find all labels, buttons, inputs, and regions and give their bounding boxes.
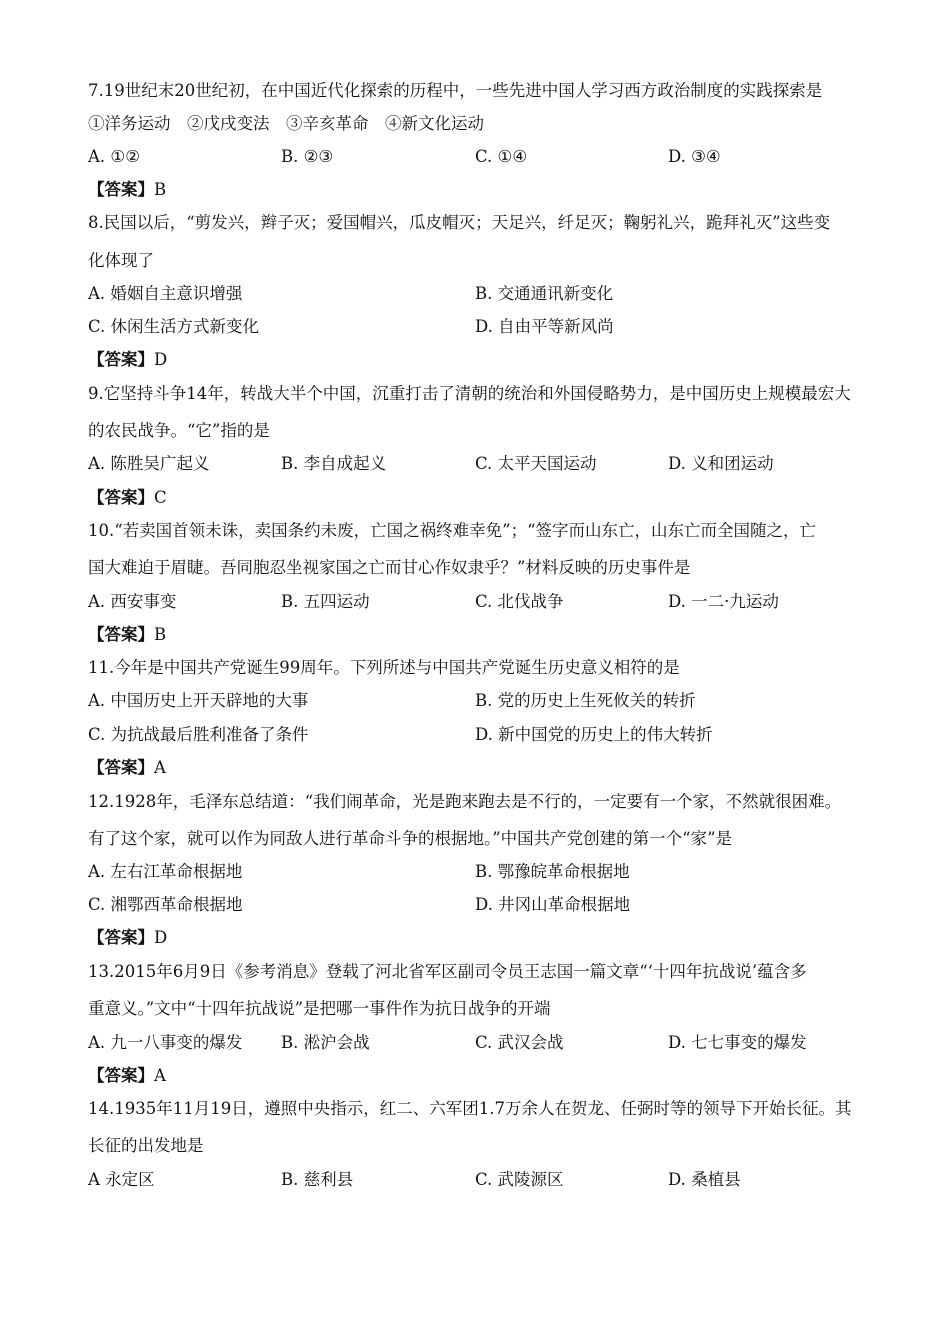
answer-label: 【答案】 [88, 928, 154, 947]
option-a: A. 九一八事变的爆发 [88, 1033, 243, 1052]
option-b: B. 交通通讯新变化 [475, 284, 614, 303]
option-c: C. 为抗战最后胜利准备了条件 [88, 725, 309, 744]
answer-label: 【答案】 [88, 625, 154, 644]
answer-value: D [154, 928, 168, 947]
answer-value: B [154, 180, 167, 199]
answer-line [88, 488, 167, 508]
option-b: B. ②③ [281, 147, 334, 166]
question-stem: 13.2015年6月9日《参考消息》登载了河北省军区副司令员王志国一篇文章“‘十四年抗战说’蕴含多 [88, 962, 807, 981]
option-b: B. 鄂豫皖革命根据地 [475, 862, 630, 881]
answer-label: 【答案】 [88, 488, 154, 507]
question-stem: 长征的出发地是 [88, 1136, 204, 1155]
question-stem: 9.它坚持斗争14年，转战大半个中国，沉重打击了清朝的统治和外国侵略势力，是中国历史上规模最宏大 [88, 384, 851, 403]
question-stem: 化体现了 [88, 251, 154, 270]
question-stem: 7.19世纪末20世纪初，在中国近代化探索的历程中，一些先进中国人学习西方政治制度的实践探索是 [88, 81, 823, 100]
option-d: D. 七七事变的爆发 [668, 1033, 807, 1052]
question-stem: 国大难迫于眉睫。吾同胞忍坐视家国之亡而甘心作奴隶乎？”材料反映的历史事件是 [88, 558, 691, 577]
question-stem: 14.1935年11月19日，遵照中央指示，红二、六军团1.7万余人在贺龙、任弼时等的领导下开始长征。其 [88, 1099, 852, 1118]
option-c: C. 休闲生活方式新变化 [88, 317, 260, 336]
option-d: D. 井冈山革命根据地 [475, 895, 631, 914]
question-stem: 的农民战争。“它”指的是 [88, 421, 270, 440]
option-d: D. 一二·九运动 [668, 592, 779, 611]
option-c: C. ①④ [475, 147, 528, 166]
option-b: B. 李自成起义 [281, 454, 387, 473]
option-c: C. 湘鄂西革命根据地 [88, 895, 243, 914]
question-stem: 12.1928年，毛泽东总结道：“我们闹革命，光是跑来跑去是不行的，一定要有一个家，不然就很困难。 [88, 792, 842, 811]
answer-line [88, 928, 167, 948]
answer-value: A [154, 1066, 166, 1085]
answer-value: C [154, 488, 167, 507]
answer-value: A [154, 758, 166, 777]
answer-line [88, 1066, 166, 1086]
answer-label: 【答案】 [88, 1066, 154, 1085]
option-a: A. 陈胜吴广起义 [88, 454, 210, 473]
option-b: B. 慈利县 [281, 1170, 354, 1189]
option-a: A. 左右江革命根据地 [88, 862, 243, 881]
option-a: A. ①② [88, 147, 140, 166]
option-a: A. 中国历史上开天辟地的大事 [88, 691, 309, 710]
option-a: A 永定区 [88, 1170, 155, 1189]
answer-label: 【答案】 [88, 758, 154, 777]
option-a: A. 婚姻自主意识增强 [88, 284, 243, 303]
answer-value: D [154, 350, 168, 369]
answer-line [88, 180, 166, 200]
answer-line [88, 758, 166, 778]
question-stem: 有了这个家，就可以作为同敌人进行革命斗争的根据地。”中国共产党创建的第一个“家”是 [88, 829, 733, 848]
answer-line [88, 350, 167, 370]
answer-value: B [154, 625, 167, 644]
option-a: A. 西安事变 [88, 592, 177, 611]
answer-label: 【答案】 [88, 180, 154, 199]
answer-line [88, 625, 166, 645]
option-d: D. 义和团运动 [668, 454, 774, 473]
question-stem: ①洋务运动 ②戊戌变法 ③辛亥革命 ④新文化运动 [88, 114, 484, 133]
question-stem: 重意义。”文中“十四年抗战说”是把哪一事件作为抗日战争的开端 [88, 999, 551, 1018]
option-d: D. 新中国党的历史上的伟大转折 [475, 725, 713, 744]
question-stem: 10.“若卖国首领未诛，卖国条约未废，亡国之祸终难幸免”；“签字而山东亡，山东亡而全国随之，亡 [88, 521, 817, 540]
question-stem: 8.民国以后，“剪发兴，辫子灭；爱国帽兴，瓜皮帽灭；天足兴，纤足灭；鞠躬礼兴，跪拜礼灭”这些变 [88, 213, 831, 232]
option-c: C. 武陵源区 [475, 1170, 564, 1189]
option-b: B. 五四运动 [281, 592, 370, 611]
option-d: D. 自由平等新风尚 [475, 317, 614, 336]
option-c: C. 太平天国运动 [475, 454, 597, 473]
answer-label: 【答案】 [88, 350, 154, 369]
option-b: B. 党的历史上生死攸关的转折 [475, 691, 696, 710]
option-d: D. 桑植县 [668, 1170, 741, 1189]
option-c: C. 武汉会战 [475, 1033, 564, 1052]
option-d: D. ③④ [668, 147, 721, 166]
question-stem: 11.今年是中国共产党诞生99周年。下列所述与中国共产党诞生历史意义相符的是 [88, 658, 680, 677]
option-c: C. 北伐战争 [475, 592, 564, 611]
option-b: B. 淞沪会战 [281, 1033, 370, 1052]
